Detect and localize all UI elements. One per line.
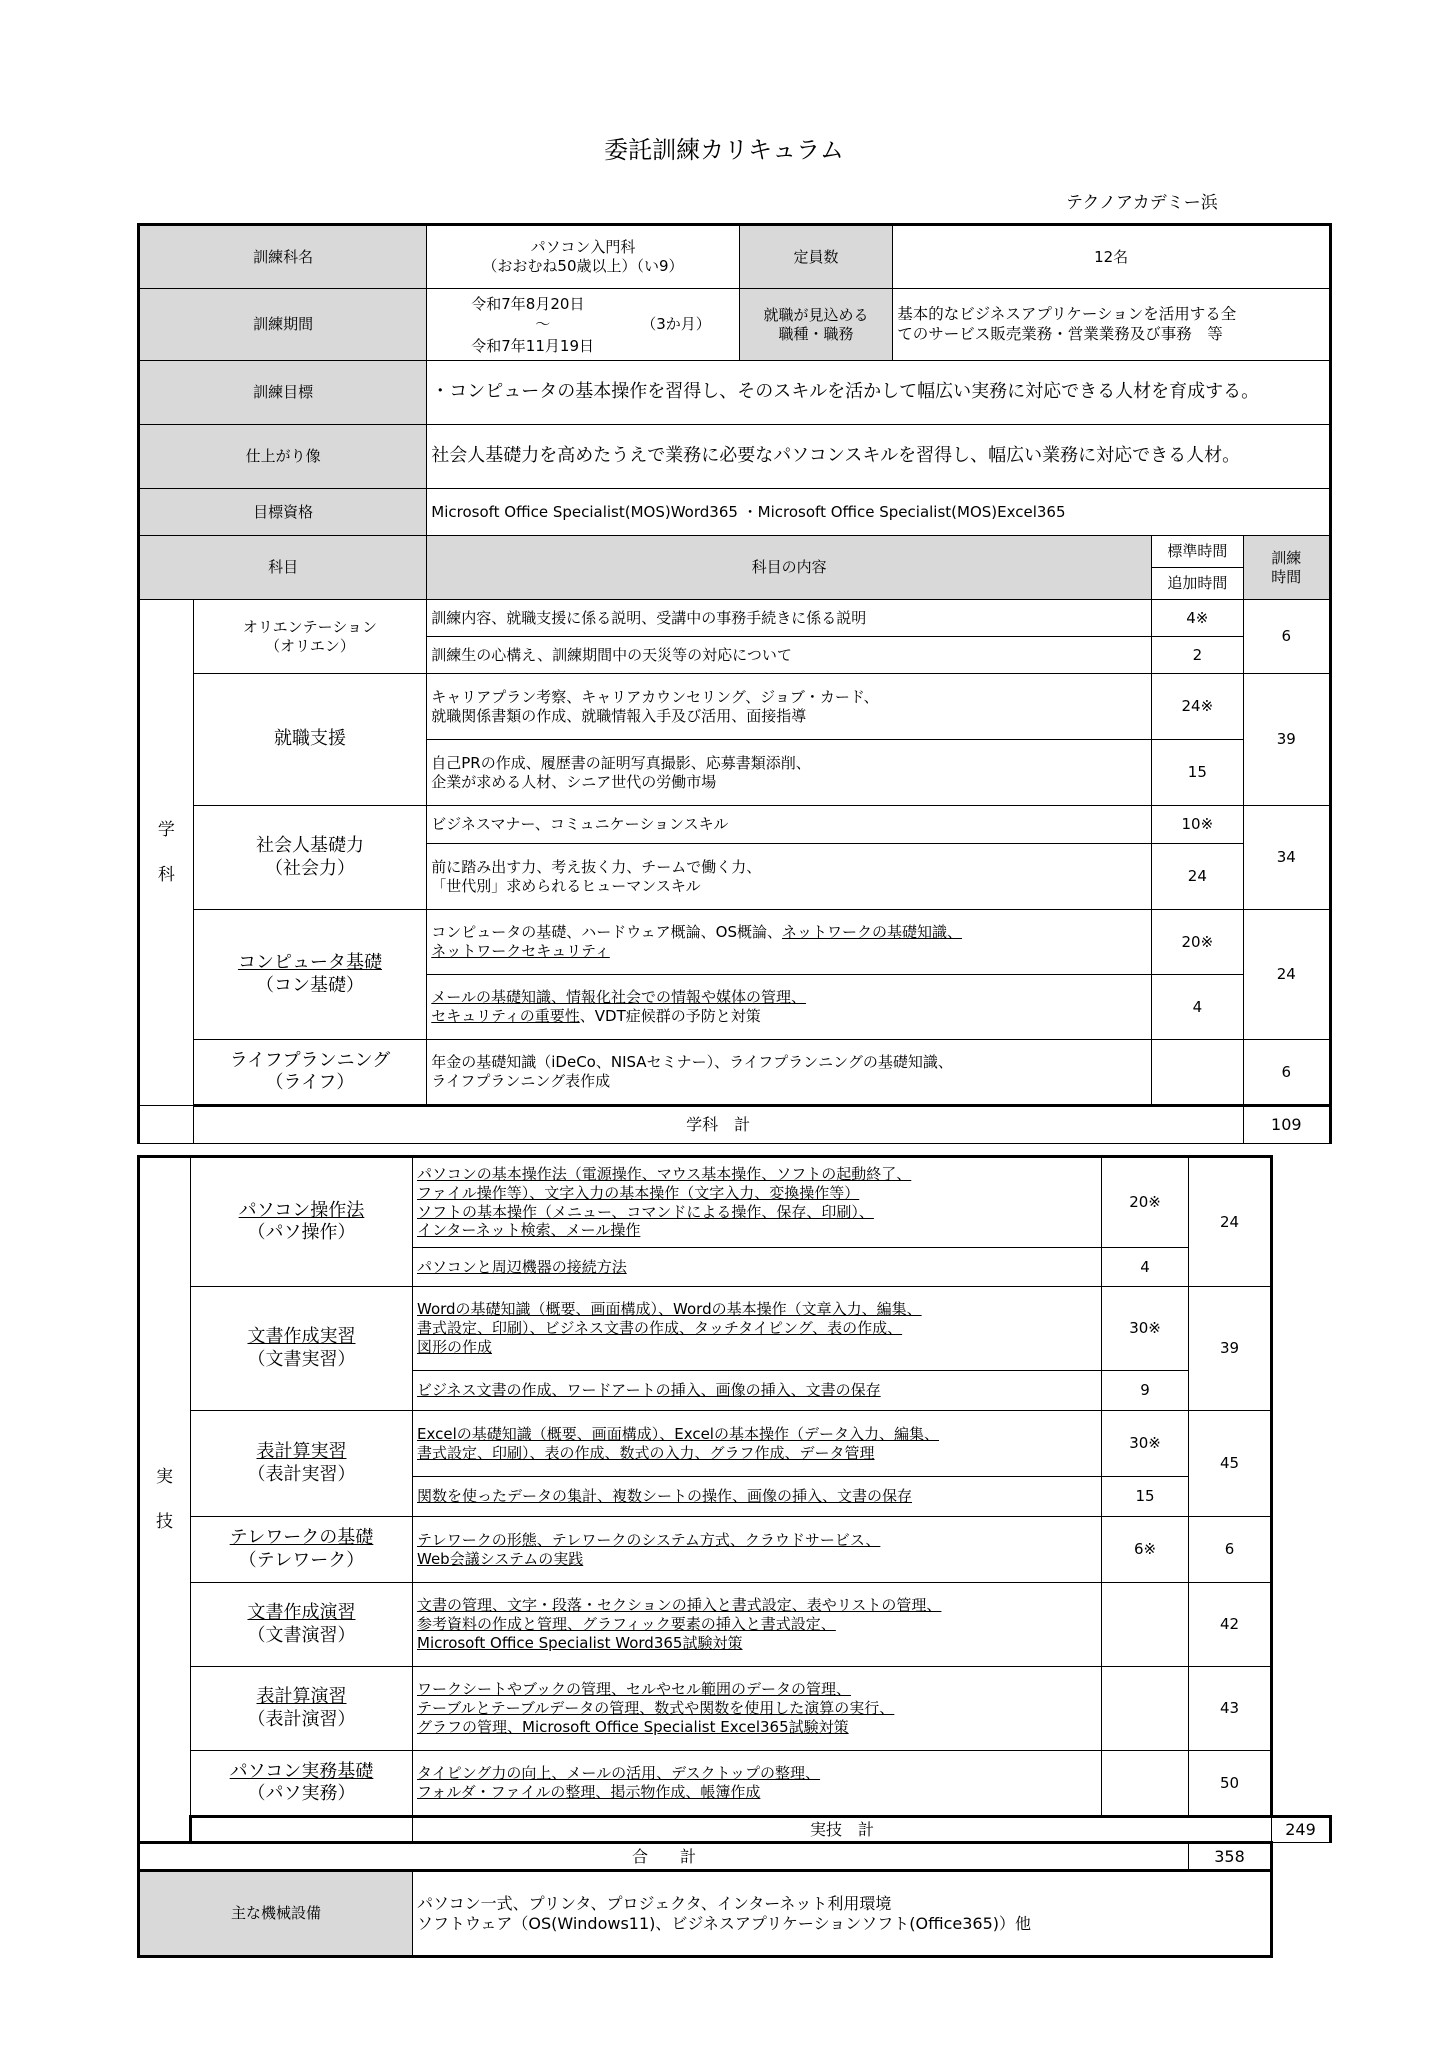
subject-bunsho-short: （文書実習）	[247, 1348, 356, 1370]
pc-hours1: 20※	[1102, 1157, 1189, 1248]
jitsumu-row1a: タイピング力の向上、メールの活用、デスクトップの整理、	[417, 1764, 821, 1783]
shushoku-hours2: 15	[1152, 740, 1244, 806]
subject-bunsho	[191, 1287, 413, 1411]
computer-row2b-underlined: セキュリティの重要性	[431, 1007, 580, 1025]
train-hours-header	[1243, 536, 1330, 600]
add-hours-header: 追加時間	[1152, 568, 1244, 600]
orient-row2: 訓練生の心構え、訓練期間中の天災等の対応について	[427, 637, 1152, 674]
jitsumu-row1	[413, 1751, 1102, 1817]
jobs-cell	[893, 289, 1331, 361]
hyo-row1	[413, 1411, 1102, 1477]
hyo-enshu-row1b: テーブルとテーブルデータの管理、数式や関数を使用した演算の実行、	[417, 1699, 895, 1718]
jitsugi-table	[137, 1155, 1332, 1958]
pc-row1a: パソコンの基本操作法（電源操作、マウス基本操作、ソフトの起動終了、	[417, 1165, 912, 1183]
subject-hyo-name: 表計算実習	[256, 1441, 347, 1462]
period-tilde: ～	[535, 315, 551, 333]
shushoku-total: 39	[1243, 674, 1330, 806]
subject-life-name: ライフプランニング	[229, 1049, 391, 1071]
subject-tele-short: （テレワーク）	[238, 1549, 365, 1571]
bunsho-enshu-row1b: 参考資料の作成と管理、グラフィック要素の挿入と書式設定、	[417, 1615, 836, 1634]
subject-life	[193, 1040, 427, 1106]
jitsugi-sum: 249	[1272, 1817, 1331, 1843]
grand-total-label: 合 計	[139, 1843, 1189, 1871]
gakka-label-2: 科	[157, 864, 175, 885]
tele-row1a: テレワークの形態、テレワークのシステム方式、クラウドサービス、	[417, 1530, 881, 1549]
bunsho-enshu-hours1	[1102, 1583, 1189, 1667]
train-hours-line1: 訓練	[1271, 548, 1302, 567]
jobs-label-line2: 職種・職務	[778, 324, 854, 343]
equipment-label: 主な機械設備	[139, 1871, 413, 1957]
shakai-row2	[427, 844, 1152, 910]
equipment-cell	[413, 1871, 1272, 1957]
orient-hours1: 4※	[1152, 600, 1244, 637]
subject-hyo-enshu	[191, 1667, 413, 1751]
shushoku-row1b: 就職関係書類の作成、就職情報入手及び活用、面接指導	[431, 706, 807, 725]
equipment-line2: ソフトウェア（OS(Windows11)、ビジネスアプリケーションソフト(Office365)）他	[417, 1913, 1032, 1933]
jitsugi-sum-label: 実技 計	[413, 1817, 1272, 1843]
life-row1b: ライフプランニング表作成	[431, 1072, 611, 1090]
subject-computer-short: （コン基礎）	[255, 974, 364, 996]
jitsugi-category	[139, 1157, 191, 1843]
pc-total: 24	[1189, 1157, 1272, 1287]
subject-hyo-enshu-name: 表計算演習	[256, 1686, 347, 1707]
life-hours1	[1152, 1040, 1244, 1106]
pc-row1d: インターネット検索、メール操作	[417, 1221, 641, 1240]
shakai-row2a: 前に踏み出す力、考え抜く力、チームで働く力、	[431, 857, 762, 876]
course-name: パソコン入門科	[530, 238, 636, 257]
jitsumu-row1b: フォルダ・ファイルの整理、掲示物作成、帳簿作成	[417, 1783, 761, 1801]
shushoku-row1	[427, 674, 1152, 740]
computer-hours2: 4	[1152, 975, 1244, 1040]
subject-bunsho-enshu-short: （文書演習）	[247, 1624, 356, 1646]
goal-text: ・コンピュータの基本操作を習得し、そのスキルを活かして幅広い実務に対応できる人材を育成する。	[427, 361, 1331, 425]
jobs-label	[739, 289, 893, 361]
pc-row1b: ファイル操作等）、文字入力の基本操作（文字入力、変換操作等）	[417, 1183, 860, 1202]
jobs-line1: 基本的なビジネスアプリケーションを活用する全	[897, 305, 1237, 324]
computer-row1a-plain: コンピュータの基礎、ハードウェア概論、OS概論、	[431, 923, 782, 942]
period-end: 令和7年11月19日	[471, 337, 594, 355]
gakka-label-1: 学	[157, 820, 175, 841]
subject-hyo	[191, 1411, 413, 1517]
jitsumu-hours1	[1102, 1751, 1189, 1817]
subject-jitsumu-short: （パソ実務）	[247, 1783, 356, 1804]
period-cell	[427, 289, 739, 361]
period-label: 訓練期間	[139, 289, 427, 361]
jitsugi-sum-spacer	[191, 1817, 413, 1843]
bunsho-enshu-row1a: 文書の管理、文字・段落・セクションの挿入と書式設定、表やリストの管理、	[417, 1596, 942, 1615]
bunsho-row1b: 書式設定、印刷）、ビジネス文書の作成、タッチタイピング、表の作成、	[417, 1319, 903, 1338]
tele-total: 6	[1189, 1517, 1272, 1583]
curriculum-table	[137, 223, 1332, 1144]
hyo-hours2: 15	[1102, 1477, 1189, 1517]
gakka-category	[139, 600, 194, 1106]
subject-bunsho-enshu	[191, 1583, 413, 1667]
shushoku-hours1: 24※	[1152, 674, 1244, 740]
subject-computer	[193, 910, 427, 1040]
content-header: 科目の内容	[427, 536, 1152, 600]
bunsho-total: 39	[1189, 1287, 1272, 1411]
subject-jitsumu-name: パソコン実務基礎	[229, 1760, 374, 1782]
computer-row1	[427, 910, 1152, 975]
qual-text: Microsoft Office Specialist(MOS)Word365 ・Microsoft Office Specialist(MOS)Excel365	[427, 489, 1331, 536]
hyo-enshu-row1c: グラフの管理、Microsoft Office Specialist Excel365試験対策	[417, 1717, 849, 1736]
course-name-label: 訓練科名	[139, 225, 427, 289]
qual-label: 目標資格	[139, 489, 427, 536]
gakka-sum-label: 学科 計	[193, 1106, 1243, 1144]
hyo-row1b: 書式設定、印刷）、表の作成、数式の入力、グラフ作成、データ管理	[417, 1443, 875, 1462]
period-length: （3か月）	[641, 315, 711, 333]
shakai-total: 34	[1243, 806, 1330, 910]
pc-hours2: 4	[1102, 1248, 1189, 1287]
bunsho-row1a: Wordの基礎知識（概要、画面構成）、Wordの基本操作（文章入力、編集、	[417, 1300, 922, 1319]
subject-shakai-short: （社会力）	[264, 857, 355, 879]
subject-hyo-short: （表計実習）	[247, 1463, 356, 1485]
computer-row2	[427, 975, 1152, 1040]
subject-computer-name: コンピュータ基礎	[237, 952, 382, 973]
jobs-label-line1: 就職が見込める	[763, 305, 869, 324]
shushoku-row2	[427, 740, 1152, 806]
bunsho-row1	[413, 1287, 1102, 1371]
page-title: 委託訓練カリキュラム	[604, 136, 844, 164]
pc-row1c: ソフトの基本操作（メニュー、コマンドによる操作、保存、印刷）、	[417, 1202, 874, 1221]
image-label: 仕上がり像	[139, 425, 427, 489]
subject-hyo-enshu-short: （表計演習）	[247, 1708, 356, 1730]
image-text: 社会人基礎力を高めたうえで業務に必要なパソコンスキルを習得し、幅広い業務に対応できる人材。	[427, 425, 1331, 489]
subject-shakai	[193, 806, 427, 910]
gakka-sum: 109	[1243, 1106, 1330, 1144]
bunsho-enshu-row1	[413, 1583, 1102, 1667]
subject-bunsho-name: 文書作成実習	[247, 1326, 356, 1347]
tele-row1	[413, 1517, 1102, 1583]
subject-shakai-name: 社会人基礎力	[255, 835, 364, 856]
shushoku-row1a: キャリアプラン考察、キャリアカウンセリング、ジョブ・カード、	[431, 687, 879, 706]
subject-orient-short: （オリエン）	[265, 636, 355, 655]
jitsugi-label-1: 実	[156, 1467, 173, 1488]
hyo-enshu-total: 43	[1189, 1667, 1272, 1751]
train-hours-line2: 時間	[1271, 567, 1302, 586]
subject-pc-name: パソコン操作法	[238, 1199, 365, 1221]
subject-orient-name: オリエンテーション	[242, 617, 378, 636]
goal-label: 訓練目標	[139, 361, 427, 425]
bunsho-hours2: 9	[1102, 1371, 1189, 1411]
shakai-row1: ビジネスマナー、コミュニケーションスキル	[427, 806, 1152, 844]
capacity-value: 12名	[893, 225, 1331, 289]
orient-total: 6	[1243, 600, 1330, 674]
subject-jitsumu	[191, 1751, 413, 1817]
subject-orient	[193, 600, 427, 674]
subject-tele-name: テレワークの基礎	[229, 1527, 374, 1548]
hyo-total: 45	[1189, 1411, 1272, 1517]
course-name-note: （おおむね50歳以上）（い9）	[482, 257, 684, 275]
subject-header: 科目	[139, 536, 427, 600]
subject-pc	[191, 1157, 413, 1287]
orient-hours2: 2	[1152, 637, 1244, 674]
computer-row2a: メールの基礎知識、情報化社会での情報や媒体の管理、	[431, 988, 806, 1007]
orient-row1: 訓練内容、就職支援に係る説明、受講中の事務手続きに係る説明	[427, 600, 1152, 637]
shushoku-row2a: 自己PRの作成、履歴書の証明写真撮影、応募書類添削、	[431, 753, 811, 772]
pc-row1	[413, 1157, 1102, 1248]
life-total: 6	[1243, 1040, 1330, 1106]
gakka-sum-spacer	[139, 1106, 194, 1144]
hyo-row1a: Excelの基礎知識（概要、画面構成）、Excelの基本操作（データ入力、編集、	[417, 1424, 939, 1443]
subject-shushoku: 就職支援	[193, 674, 427, 806]
pc-row2: パソコンと周辺機器の接続方法	[413, 1248, 1102, 1287]
subject-pc-short: （パソ操作）	[247, 1222, 356, 1243]
course-name-cell	[427, 225, 739, 289]
jitsugi-label-2: 技	[156, 1511, 173, 1532]
bunsho-enshu-total: 42	[1189, 1583, 1272, 1667]
period-start: 令和7年8月20日	[471, 295, 585, 313]
computer-row2b-plain: 、VDT症候群の予防と対策	[579, 1007, 761, 1025]
tele-row1b: Web会議システムの実践	[417, 1549, 584, 1568]
bunsho-row1c: 図形の作成	[417, 1337, 493, 1356]
hyo-enshu-hours1	[1102, 1667, 1189, 1751]
tele-hours1: 6※	[1102, 1517, 1189, 1583]
life-row1a: 年金の基礎知識（iDeCo、NISAセミナー）、ライフプランニングの基礎知識、	[431, 1053, 953, 1072]
subject-tele	[191, 1517, 413, 1583]
subject-life-short: （ライフ）	[265, 1072, 355, 1093]
equipment-line1: パソコン一式、プリンタ、プロジェクタ、インターネット利用環境	[417, 1893, 892, 1913]
hyo-hours1: 30※	[1102, 1411, 1189, 1477]
computer-hours1: 20※	[1152, 910, 1244, 975]
capacity-label: 定員数	[739, 225, 893, 289]
subject-bunsho-enshu-name: 文書作成演習	[247, 1602, 356, 1623]
shakai-hours2: 24	[1152, 844, 1244, 910]
grand-total: 358	[1189, 1843, 1272, 1871]
hyo-row2: 関数を使ったデータの集計、複数シートの操作、画像の挿入、文書の保存	[413, 1477, 1102, 1517]
shakai-row2b: 「世代別」求められるヒューマンスキル	[431, 876, 701, 895]
jobs-line2: てのサービス販売業務・営業業務及び事務 等	[897, 324, 1223, 343]
std-hours-header: 標準時間	[1152, 536, 1244, 568]
hyo-enshu-row1	[413, 1667, 1102, 1751]
bunsho-row2: ビジネス文書の作成、ワードアートの挿入、画像の挿入、文書の保存	[413, 1371, 1102, 1411]
computer-total: 24	[1243, 910, 1330, 1040]
computer-row1b: ネットワークセキュリティ	[431, 942, 610, 960]
life-row1	[427, 1040, 1152, 1106]
computer-row1a-underlined: ネットワークの基礎知識、	[782, 923, 963, 942]
jitsumu-total: 50	[1189, 1751, 1272, 1817]
shakai-hours1: 10※	[1152, 806, 1244, 844]
bunsho-enshu-row1c: Microsoft Office Specialist Word365試験対策	[417, 1633, 743, 1652]
shushoku-row2b: 企業が求める人材、シニア世代の労働市場	[431, 772, 717, 791]
hyo-enshu-row1a: ワークシートやブックの管理、セルやセル範囲のデータの管理、	[417, 1680, 851, 1699]
bunsho-hours1: 30※	[1102, 1287, 1189, 1371]
organization-name: テクノアカデミー浜	[1066, 193, 1218, 213]
